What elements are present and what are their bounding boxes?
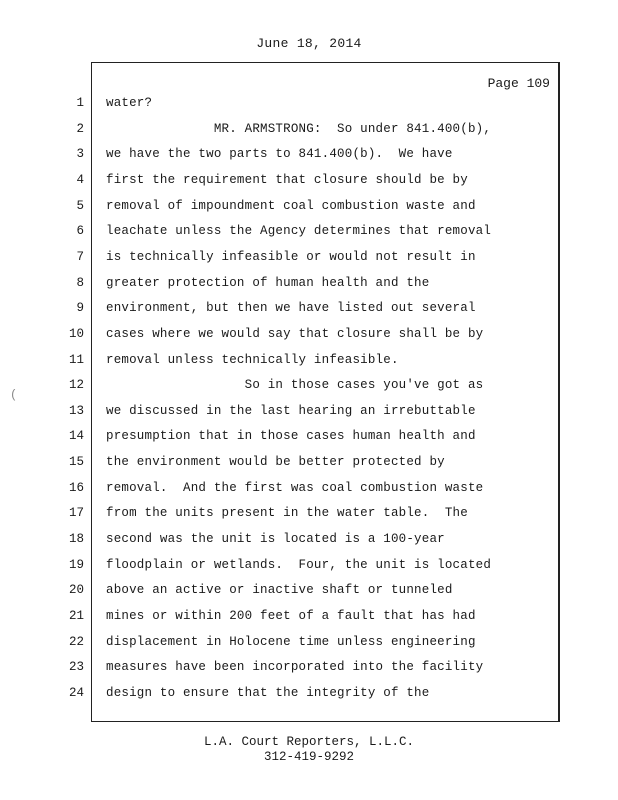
- transcript-line: [0, 654, 618, 680]
- line-text: we have the two parts to 841.400(b). We have: [106, 147, 453, 162]
- line-number: 19: [68, 557, 84, 572]
- line-number: 22: [68, 634, 84, 649]
- line-text: greater protection of human health and the: [106, 275, 430, 290]
- line-number: 7: [76, 249, 84, 264]
- line-number: 15: [68, 455, 84, 470]
- footer: [0, 735, 618, 765]
- transcript-line: [0, 321, 618, 347]
- transcript-line: [0, 475, 618, 501]
- transcript-line: [0, 629, 618, 655]
- line-text: removal of impoundment coal combustion waste and: [106, 198, 476, 213]
- line-text: displacement in Holocene time unless engineering: [106, 634, 476, 649]
- transcript-line: [0, 500, 618, 526]
- line-text: removal. And the first was coal combustion waste: [106, 480, 484, 495]
- line-number: 24: [68, 685, 84, 700]
- court-reporter-phone: 312-419-9292: [263, 750, 354, 764]
- line-number: 21: [68, 609, 84, 623]
- line-text: leachate unless the Agency determines that removal: [106, 224, 492, 239]
- transcript-line: [0, 244, 618, 270]
- transcript-line: [0, 193, 618, 219]
- transcript-line: [0, 680, 618, 706]
- line-text: is technically infeasible or would not result in: [106, 249, 476, 264]
- transcript-line: [0, 141, 618, 167]
- line-number: 16: [68, 480, 84, 495]
- line-number: 17: [68, 506, 84, 521]
- line-number: 20: [68, 583, 84, 598]
- line-number: 23: [68, 660, 84, 675]
- transcript-line: [0, 526, 618, 552]
- transcript-line: [0, 347, 618, 373]
- transcript-line: [0, 295, 618, 321]
- margin-mark: (: [10, 388, 18, 402]
- transcript-line: [0, 167, 618, 193]
- transcript-line: [0, 398, 618, 424]
- line-text: cases where we would say that closure shall be by: [106, 326, 484, 341]
- line-text: above an active or inactive shaft or tunneled: [106, 583, 453, 598]
- line-number: 2: [76, 121, 84, 136]
- line-number: 13: [68, 403, 84, 418]
- transcript-line: [0, 218, 618, 244]
- transcript-line: [0, 577, 618, 603]
- line-number: 14: [68, 429, 84, 444]
- court-reporter-name: L.A. Court Reporters, L.L.C.: [203, 735, 415, 749]
- line-text: floodplain or wetlands. Four, the unit is located: [106, 557, 492, 572]
- transcript-line: [0, 372, 618, 398]
- line-text: presumption that in those cases human health and: [106, 429, 476, 444]
- line-number: 8: [76, 275, 84, 290]
- line-text: the environment would be better protected by: [106, 455, 445, 470]
- transcript-line: [0, 603, 618, 629]
- page-number: Page 109: [487, 76, 550, 91]
- header-date: June 18, 2014: [256, 36, 362, 51]
- transcript-line: [0, 90, 618, 116]
- transcript-line: [0, 270, 618, 296]
- transcript-line: [0, 449, 618, 475]
- line-number: 1: [76, 96, 84, 110]
- transcript-line: [0, 552, 618, 578]
- line-number: 10: [68, 326, 84, 341]
- line-text: design to ensure that the integrity of the: [106, 685, 430, 700]
- line-text: measures have been incorporated into the facility: [106, 660, 484, 675]
- line-text: MR. ARMSTRONG: So under 841.400(b),: [106, 121, 492, 136]
- line-text: So in those cases you've got as: [106, 378, 484, 393]
- line-text: first the requirement that closure should be by: [106, 172, 468, 187]
- line-text: removal unless technically infeasible.: [106, 352, 399, 367]
- line-text: we discussed in the last hearing an irrebuttable: [106, 403, 476, 418]
- line-number: 11: [68, 352, 84, 367]
- line-number: 18: [68, 532, 84, 547]
- line-text: mines or within 200 feet of a fault that has had: [106, 609, 476, 623]
- line-number: 9: [76, 301, 84, 316]
- transcript-line: [0, 423, 618, 449]
- line-number: 6: [76, 224, 84, 239]
- line-number: 12: [68, 378, 84, 393]
- line-number: 5: [76, 198, 84, 213]
- line-text: from the units present in the water table. The: [106, 506, 468, 521]
- transcript-line: [0, 116, 618, 142]
- line-text: second was the unit is located is a 100-year: [106, 532, 445, 547]
- line-text: environment, but then we have listed out several: [106, 301, 476, 316]
- line-number: 3: [76, 147, 84, 162]
- line-number: 4: [76, 172, 84, 187]
- line-text: water?: [106, 96, 153, 110]
